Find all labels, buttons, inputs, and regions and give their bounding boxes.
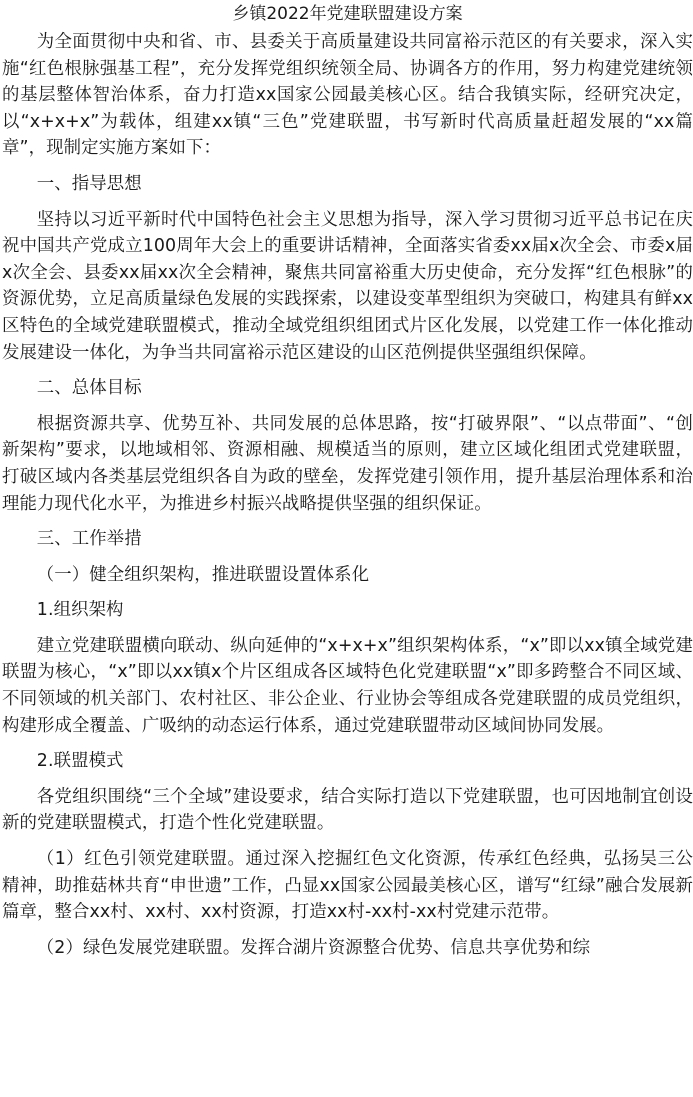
item-heading-alliance-model: 2.联盟模式 [36, 751, 124, 772]
item-heading-org-structure: 1.组织架构 [36, 600, 124, 621]
subsection-heading-organization: （一）健全组织架构，推进联盟设置体系化 [36, 564, 370, 585]
org-structure-paragraph: 建立党建联盟横向联动、纵向延伸的“x+x+x”组织架构体系，“x”即以xx镇全域党建联盟为核心，“x”即以xx镇x个片区组成各区域特色化党建联盟“x”即多跨整合不同区域、不同领域的机关部门、农村社区、非公企业、行业协会等组成各党建联盟的成员党组织，构建形成全覆盖、广吸纳的动态运行体系，通过党建联盟带动区域间协同发展。 [2, 635, 693, 736]
guiding-ideology-paragraph: 坚持以习近平新时代中国特色社会主义思想为指导，深入学习贯彻习近平总书记在庆祝中国共产党成立100周年大会上的重要讲话精神，全面落实省委xx届x次全会、市委x届x次全会、县委xx届xx次全会精神，聚焦共同富裕重大历史使命，充分发挥“红色根脉”的资源优势，立足高质量绿色发展的实践探索，以建设变革型组织为突破口，构建具有鲜xx区特色的全域党建联盟模式，推动全域党组织组团式片区化发展，以党建工作一体化推动发展建设一体化，为争当共同富裕示范区建设的山区范例提供坚强组织保障。 [2, 209, 693, 363]
section-heading-guiding-ideology: 一、指导思想 [36, 173, 142, 194]
red-alliance-paragraph: （1）红色引领党建联盟。通过深入挖掘红色文化资源，传承红色经典，弘扬吴三公精神，助推菇林共育“申世遗”工作，凸显xx国家公园最美核心区，谱写“红绿”融合发展新篇章，整合xx村、xx村、xx村资源，打造xx村-xx村-xx村党建示范带。 [2, 849, 693, 923]
green-alliance-paragraph: （2）绿色发展党建联盟。发挥合湖片资源整合优势、信息共享优势和综 [36, 937, 591, 958]
alliance-model-paragraph: 各党组织围绕“三个全域”建设要求，结合实际打造以下党建联盟，也可因地制宜创设新的党建联盟模式，打造个性化党建联盟。 [2, 786, 693, 834]
document-title: 乡镇2022年党建联盟建设方案 [232, 4, 463, 24]
section-heading-overall-goal: 二、总体目标 [36, 378, 142, 399]
section-heading-work-measures: 三、工作举措 [36, 529, 142, 550]
intro-paragraph: 为全面贯彻中央和省、市、县委关于高质量建设共同富裕示范区的有关要求，深入实施“红色根脉强基工程”，充分发挥党组织统领全局、协调各方的作用，努力构建党建统领的基层整体智治体系，奋力打造xx国家公园最美核心区。结合我镇实际，经研究决定，以“x+x+x”为载体，组建xx镇“三色”党建联盟，书写新时代高质量赶超发展的“xx篇章”，现制定实施方案如下： [2, 32, 693, 159]
overall-goal-paragraph: 根据资源共享、优势互补、共同发展的总体思路，按“打破界限”、“以点带面”、“创新架构”要求，以地域相邻、资源相融、规模适当的原则，建立区域化组团式党建联盟，打破区域内各类基层党组织各自为政的壁垒，发挥党建引领作用，提升基层治理体系和治理能力现代化水平，为推进乡村振兴战略提供坚强的组织保证。 [2, 413, 693, 514]
